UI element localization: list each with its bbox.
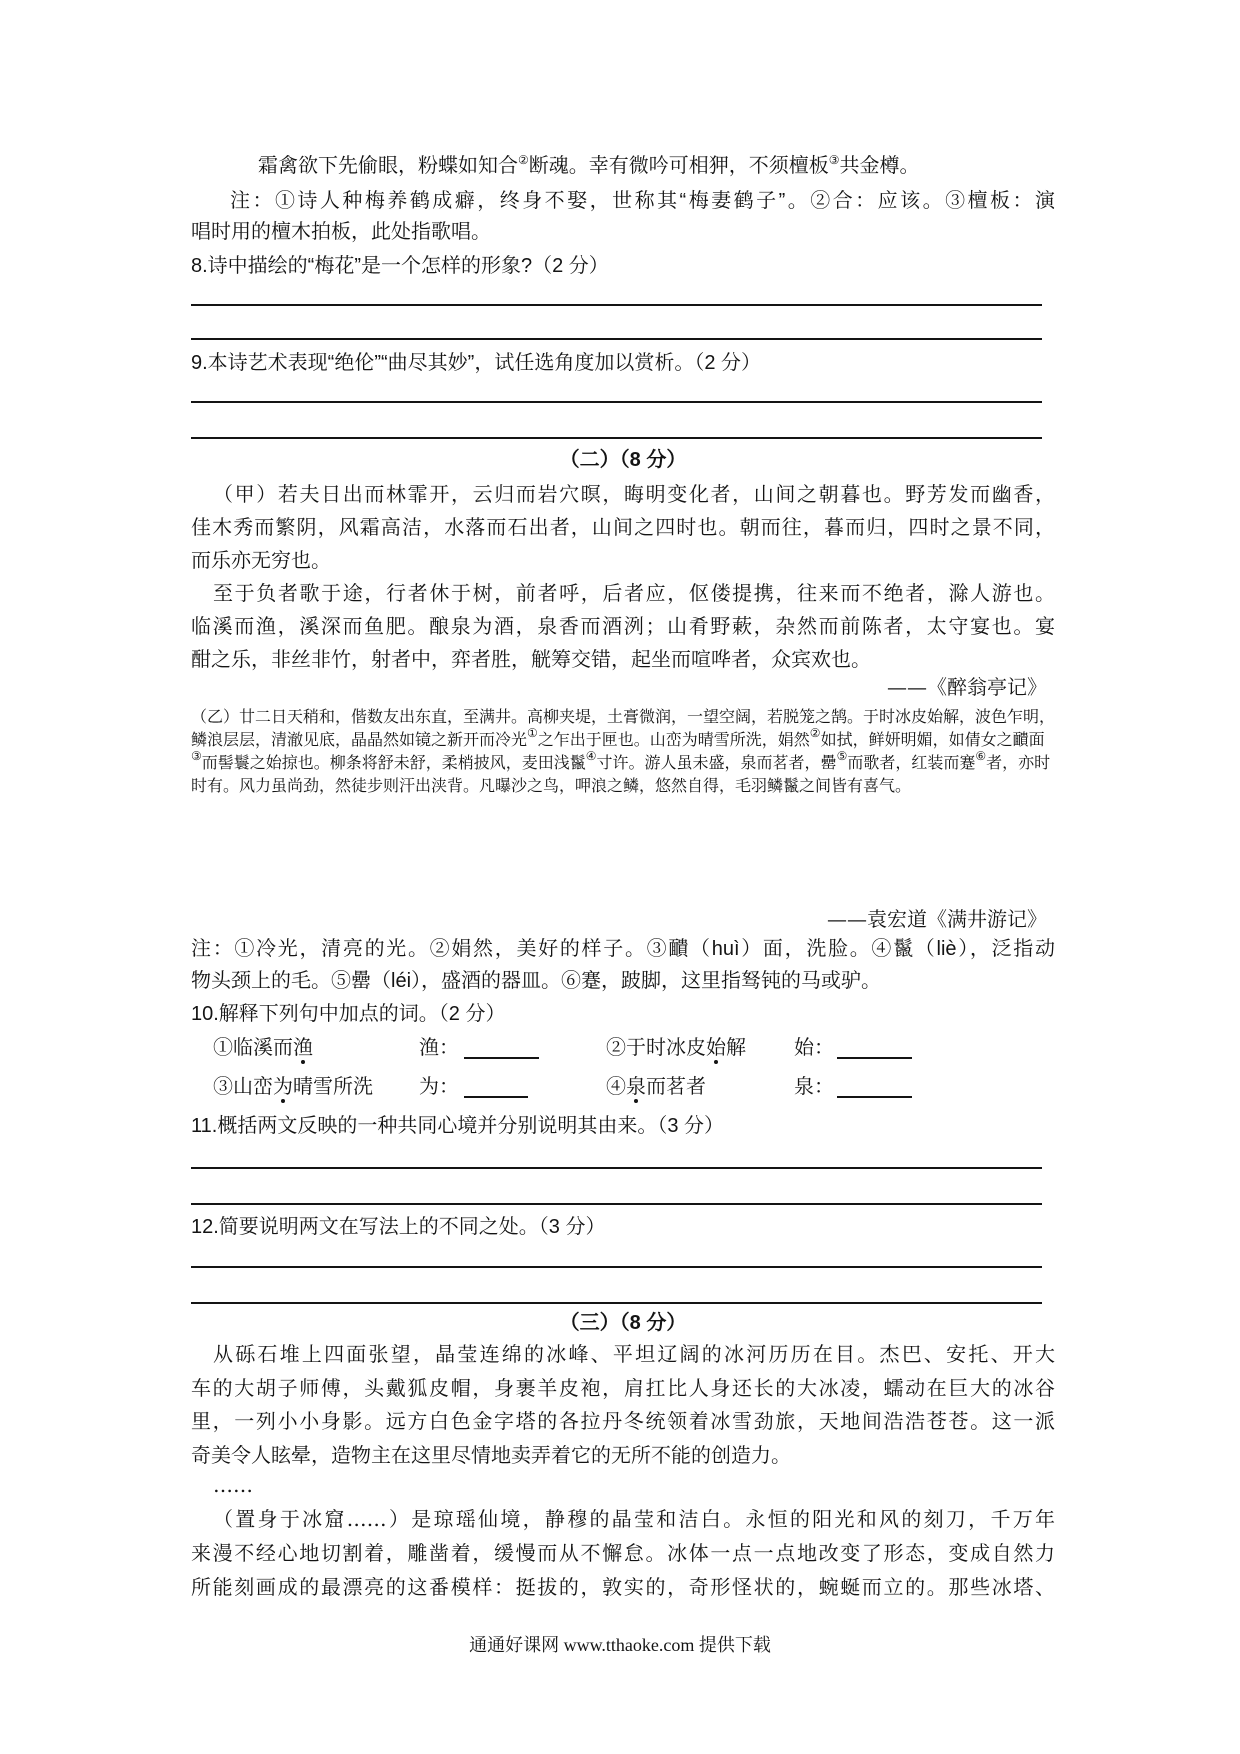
answer-line: [191, 1266, 1042, 1268]
s3-p2-line-1: （置身于冰窟……）是琼瑶仙境，静穆的晶莹和洁白。永恒的阳光和风的刻刀，千万年: [213, 1507, 1055, 1531]
s3-p1-line-4: 奇美令人眩晕，造物主在这里尽情地卖弄着它的无所不能的创造力。: [191, 1443, 791, 1468]
jia-p1-line-1: （甲）若夫日出而林霏开，云归而岩穴暝，晦明变化者，山间之朝暮也。野芳发而幽香，: [213, 482, 1055, 506]
fill-blank: [837, 1096, 912, 1098]
dotted-word: 泉: [626, 1076, 646, 1098]
s3-p2-line-2: 来漫不经心地切割着，雕凿着，缓慢而从不懈怠。冰体一点一点地改变了形态，变成自然力: [191, 1541, 1055, 1565]
q10-item-text: ①临溪而: [213, 1037, 293, 1059]
poem-line: 霜禽欲下先偷眼，粉蝶如知合②断魂。幸有微吟可相狎，不须檀板③共金樽。: [258, 153, 920, 177]
answer-line: [191, 1203, 1042, 1205]
question-12: 12.简要说明两文在写法上的不同之处。（3 分）: [191, 1216, 606, 1238]
note-line-2: 物头颈上的毛。⑤罍（léi），盛酒的器皿。⑥蹇，跛脚，这里指驽钝的马或驴。: [191, 970, 882, 992]
fill-blank: [837, 1057, 912, 1059]
passage-jia-source: ——《醉翁亭记》: [887, 675, 1047, 699]
page-footer: 通通好课网 www.tthaoke.com 提供下载: [469, 1635, 771, 1655]
jia-p1-line-2: 佳木秀而繁阴，风霜高洁，水落而石出者，山间之四时也。朝而往，暮而归，四时之景不同，: [191, 515, 1055, 539]
s3-p1-line-2: 车的大胡子师傅，头戴狐皮帽，身裹羊皮袍，肩扛比人身还长的大冰凌，蠕动在巨大的冰谷: [191, 1375, 1055, 1400]
question-10: 10.解释下列句中加点的词。（2 分）: [191, 1003, 506, 1025]
dotted-word: 始: [706, 1037, 726, 1059]
q10-item-text: 而茗者: [646, 1076, 706, 1098]
jia-p1-line-3: 而乐亦无穷也。: [191, 548, 331, 572]
passage-3-paragraph-1: [191, 1338, 1055, 1473]
note-line-1: 注：①冷光，清亮的光。②娟然，美好的样子。③靧（huì）面，洗脸。④鬣（liè），泛指动: [191, 938, 1055, 960]
answer-line: [191, 437, 1042, 439]
passage-jia-paragraph-2: [191, 577, 1055, 676]
section-3-heading: （三）（8 分）: [559, 1312, 687, 1334]
q10-item-text: ③山峦: [213, 1076, 273, 1098]
fill-blank: [464, 1096, 528, 1098]
q10-item-text: 晴雪所洗: [293, 1076, 373, 1098]
q10-item-text: ④: [606, 1076, 626, 1098]
poem-note-line-1: 注：①诗人种梅养鹤成癖，终身不娶，世称其“梅妻鹤子”。②合：应该。③檀板：演: [230, 190, 1055, 212]
passage-jia-paragraph-1: [191, 478, 1055, 577]
dotted-word: 渔: [293, 1037, 313, 1059]
answer-line: [191, 304, 1042, 306]
passage-yi-source: ——袁宏道《满井游记》: [827, 907, 1047, 931]
question-9: 9.本诗艺术表现“绝伦”“曲尽其妙”，试任选角度加以赏析。（2 分）: [191, 352, 761, 374]
q10-item-2: [606, 1032, 746, 1064]
q10-item-text: 解: [726, 1037, 746, 1059]
jia-p2-line-3: 酣之乐，非丝非竹，射者中，弈者胜，觥筹交错，起坐而喧哗者，众宾欢也。: [191, 647, 871, 671]
q10-item-3-label: 为：: [419, 1076, 459, 1098]
answer-line: [191, 1302, 1042, 1304]
dotted-word: 为: [273, 1076, 293, 1098]
q10-item-2-label: 始：: [794, 1037, 834, 1059]
q10-item-text: ②于时冰皮: [606, 1037, 706, 1059]
q10-item-1: [213, 1032, 313, 1064]
q10-item-1-label: 渔：: [419, 1037, 459, 1059]
s3-p1-line-3: 里，一列小小身影。远方白色金字塔的各拉丹冬统领着冰雪劲旅，天地间浩浩苍苍。这一派: [191, 1409, 1055, 1434]
q10-item-3: [213, 1071, 373, 1103]
ellipsis: ……: [213, 1473, 253, 1497]
passage-notes: [191, 933, 1055, 997]
poem-note-line-2: 唱时用的檀木拍板，此处指歌唱。: [191, 221, 491, 243]
q10-item-4-label: 泉：: [794, 1076, 834, 1098]
poem-note: [191, 186, 1055, 248]
jia-p2-line-1: 至于负者歌于途，行者休于树，前者呼，后者应，伛偻提携，往来而不绝者，滁人游也。: [213, 581, 1055, 605]
q10-item-4: [606, 1071, 706, 1103]
answer-line: [191, 1167, 1042, 1169]
s3-p2-line-3: 所能刻画成的最漂亮的这番模样：挺拔的，敦实的，奇形怪状的，蜿蜒而立的。那些冰塔、: [191, 1575, 1055, 1599]
answer-line: [191, 338, 1042, 340]
answer-line: [191, 401, 1042, 403]
fill-blank: [464, 1057, 539, 1059]
question-11: 11.概括两文反映的一种共同心境并分别说明其由来。（3 分）: [191, 1115, 724, 1137]
passage-yi: （乙）廿二日天稍和，偕数友出东直，至满井。高柳夹堤，土膏微润，一望空阔，若脱笼之鹄。于时冰皮始解，波色乍明，鳞浪层层，清澈见底，晶晶然如镜之新开而冷光①之乍出于匣也。山峦为晴雪所洗，娟然②如拭，鲜妍明媚，如倩女之靧面③而髻鬟之始掠也。柳条将舒未舒，柔梢披风，麦田浅鬣④寸许。游人虽未盛，泉而茗者，罍⑤而歌者，红装而蹇⑥者，亦时时有。风力虽尚劲，然徒步则汗出浃背。凡曝沙之鸟，呷浪之鳞，悠然自得，毛羽鳞鬣之间皆有喜气。: [191, 707, 1056, 795]
question-8: 8.诗中描绘的“梅花”是一个怎样的形象?（2 分）: [191, 255, 609, 277]
jia-p2-line-2: 临溪而渔，溪深而鱼肥。酿泉为酒，泉香而酒洌；山肴野蔌，杂然而前陈者，太守宴也。宴: [191, 614, 1055, 638]
section-2-heading: （二）（8 分）: [559, 449, 687, 471]
s3-p1-line-1: 从砾石堆上四面张望，晶莹连绵的冰峰、平坦辽阔的冰河历历在目。杰巴、安托、开大: [213, 1342, 1055, 1366]
passage-3-paragraph-2: [191, 1502, 1055, 1604]
